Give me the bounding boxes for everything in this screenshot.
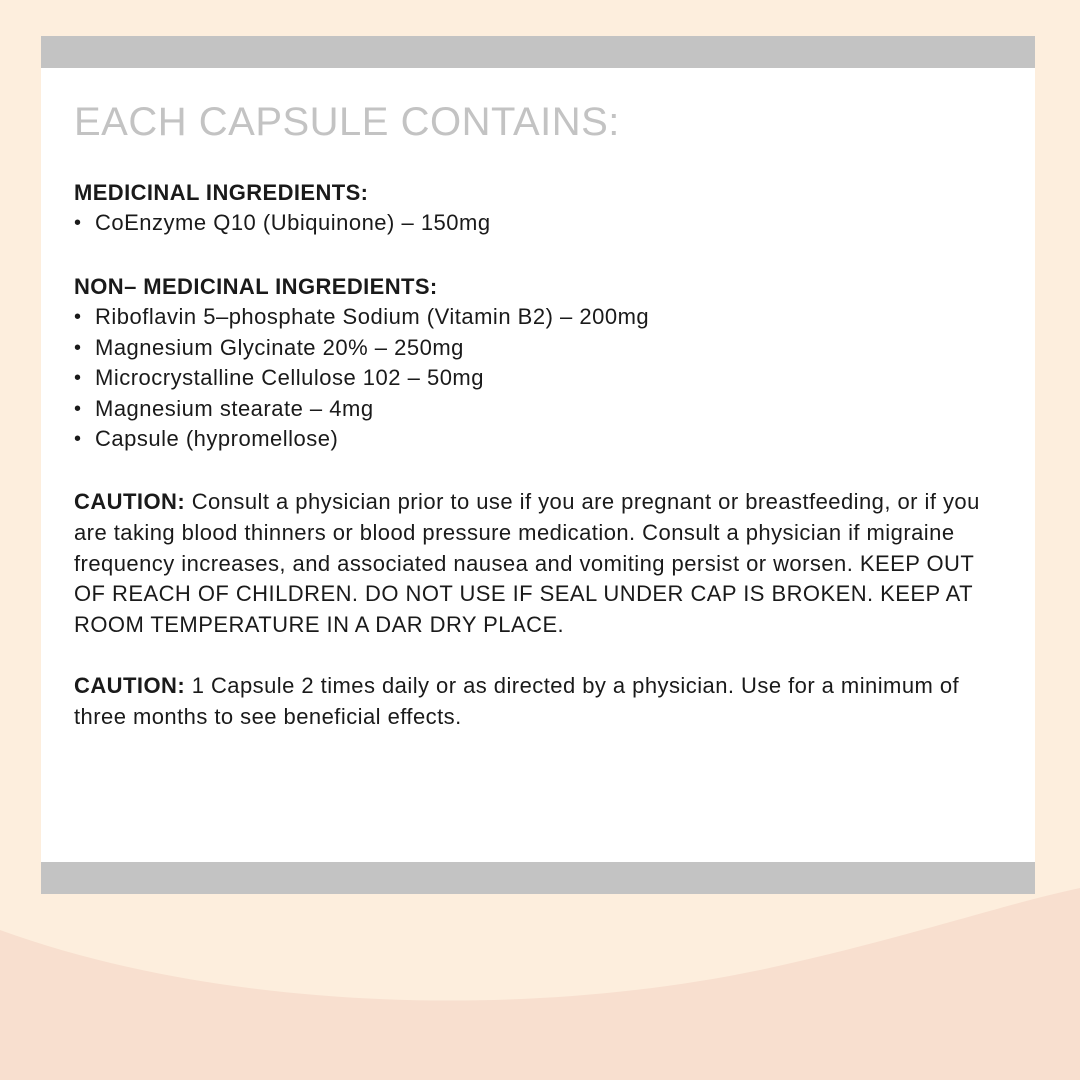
list-item: • CoEnzyme Q10 (Ubiquinone) – 150mg	[74, 208, 1004, 238]
list-item: • Magnesium stearate – 4mg	[74, 394, 1004, 424]
card-content	[74, 96, 1004, 733]
list-item: • Microcrystalline Cellulose 102 – 50mg	[74, 363, 1004, 393]
dosage-text: 1 Capsule 2 times daily or as directed by a physician. Use for a minimum of three months to see beneficial effects.	[74, 673, 960, 729]
caution-label: CAUTION:	[74, 673, 186, 699]
page-title: EACH CAPSULE CONTAINS:	[74, 100, 620, 144]
non-medicinal-ingredients-list	[74, 302, 1004, 454]
ingredients-card	[41, 36, 1035, 894]
dosage-paragraph	[74, 671, 1004, 732]
medicinal-ingredients-heading: MEDICINAL INGREDIENTS:	[74, 180, 369, 205]
medicinal-ingredients-list	[74, 208, 1004, 238]
caution-label: CAUTION:	[74, 489, 186, 515]
caution-text: Consult a physician prior to use if you are pregnant or breastfeeding, or if you are taking blood thinners or blood pressure medication. Consult a physician if migraine frequency increases, and associated nausea and vomiting persist or worsen. KEEP OUT OF REACH OF CHILDREN. DO NOT USE IF SEAL UNDER CAP IS BROKEN. KEEP AT ROOM TEMPERATURE IN A DAR DRY PLACE.	[74, 489, 980, 637]
list-item: • Magnesium Glycinate 20% – 250mg	[74, 333, 1004, 363]
caution-warning-paragraph	[74, 487, 1004, 640]
list-item: • Capsule (hypromellose)	[74, 424, 1004, 454]
non-medicinal-ingredients-heading: NON– MEDICINAL INGREDIENTS:	[74, 274, 438, 300]
card-bottom-bar	[41, 862, 1035, 894]
list-item: • Riboflavin 5–phosphate Sodium (Vitamin B2) – 200mg	[74, 302, 1004, 332]
card-top-bar	[41, 36, 1035, 68]
